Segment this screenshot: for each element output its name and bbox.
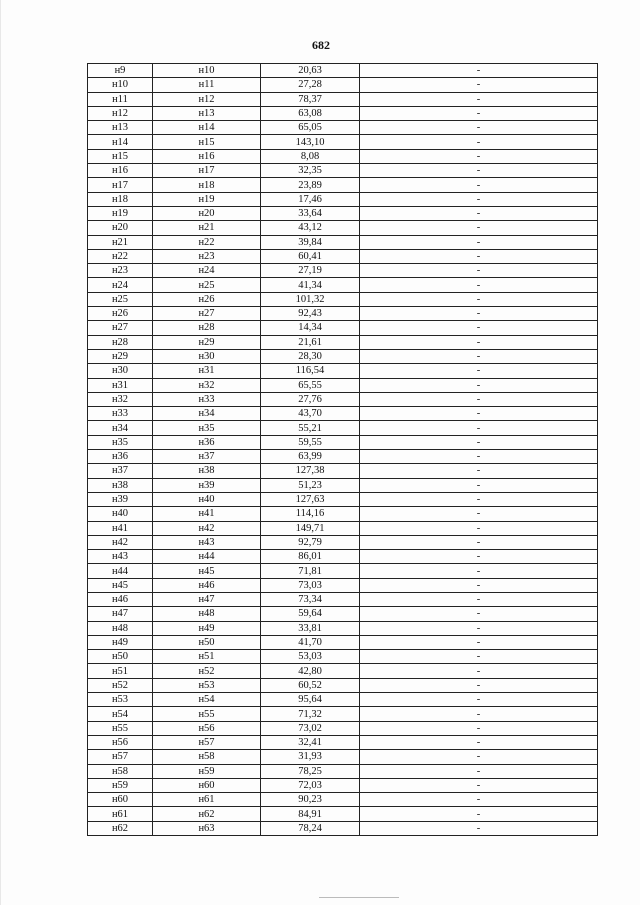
table-row	[88, 607, 598, 621]
from-point-cell: н57	[88, 750, 153, 764]
to-point-cell: н30	[153, 349, 261, 363]
note-cell: -	[360, 78, 598, 92]
note-cell: -	[360, 235, 598, 249]
table-row	[88, 735, 598, 749]
note-cell: -	[360, 492, 598, 506]
table-row	[88, 650, 598, 664]
from-point-cell: н17	[88, 178, 153, 192]
table-row	[88, 564, 598, 578]
to-point-cell: н19	[153, 192, 261, 206]
note-cell: -	[360, 164, 598, 178]
from-point-cell: н18	[88, 192, 153, 206]
from-point-cell: н30	[88, 364, 153, 378]
table-row	[88, 621, 598, 635]
from-point-cell: н41	[88, 521, 153, 535]
distance-cell: 101,32	[261, 292, 360, 306]
distance-cell: 27,28	[261, 78, 360, 92]
distance-cell: 60,52	[261, 678, 360, 692]
from-point-cell: н16	[88, 164, 153, 178]
coordinates-table	[87, 63, 598, 836]
table-row	[88, 635, 598, 649]
note-cell: -	[360, 450, 598, 464]
note-cell: -	[360, 135, 598, 149]
to-point-cell: н61	[153, 793, 261, 807]
to-point-cell: н47	[153, 592, 261, 606]
to-point-cell: н15	[153, 135, 261, 149]
distance-cell: 92,79	[261, 535, 360, 549]
table-row	[88, 578, 598, 592]
distance-cell: 31,93	[261, 750, 360, 764]
from-point-cell: н40	[88, 507, 153, 521]
distance-cell: 42,80	[261, 664, 360, 678]
note-cell: -	[360, 321, 598, 335]
to-point-cell: н35	[153, 421, 261, 435]
from-point-cell: н11	[88, 92, 153, 106]
table-row	[88, 407, 598, 421]
table-row	[88, 335, 598, 349]
from-point-cell: н13	[88, 121, 153, 135]
from-point-cell: н55	[88, 721, 153, 735]
from-point-cell: н20	[88, 221, 153, 235]
distance-cell: 32,41	[261, 735, 360, 749]
from-point-cell: н62	[88, 821, 153, 835]
note-cell: -	[360, 793, 598, 807]
from-point-cell: н27	[88, 321, 153, 335]
table-row	[88, 550, 598, 564]
distance-cell: 43,70	[261, 407, 360, 421]
note-cell: -	[360, 821, 598, 835]
to-point-cell: н53	[153, 678, 261, 692]
to-point-cell: н18	[153, 178, 261, 192]
note-cell: -	[360, 521, 598, 535]
to-point-cell: н58	[153, 750, 261, 764]
note-cell: -	[360, 578, 598, 592]
distance-cell: 127,38	[261, 464, 360, 478]
distance-cell: 71,81	[261, 564, 360, 578]
table-row	[88, 478, 598, 492]
distance-cell: 21,61	[261, 335, 360, 349]
note-cell: -	[360, 464, 598, 478]
from-point-cell: н60	[88, 793, 153, 807]
from-point-cell: н24	[88, 278, 153, 292]
distance-cell: 28,30	[261, 349, 360, 363]
to-point-cell: н46	[153, 578, 261, 592]
note-cell: -	[360, 764, 598, 778]
table-row	[88, 364, 598, 378]
note-cell: -	[360, 392, 598, 406]
distance-cell: 114,16	[261, 507, 360, 521]
table-row	[88, 292, 598, 306]
from-point-cell: н23	[88, 264, 153, 278]
to-point-cell: н40	[153, 492, 261, 506]
note-cell: -	[360, 92, 598, 106]
to-point-cell: н33	[153, 392, 261, 406]
distance-cell: 53,03	[261, 650, 360, 664]
distance-cell: 14,34	[261, 321, 360, 335]
note-cell: -	[360, 192, 598, 206]
table-row	[88, 664, 598, 678]
from-point-cell: н61	[88, 807, 153, 821]
note-cell: -	[360, 378, 598, 392]
from-point-cell: н28	[88, 335, 153, 349]
to-point-cell: н54	[153, 693, 261, 707]
to-point-cell: н42	[153, 521, 261, 535]
to-point-cell: н13	[153, 106, 261, 120]
to-point-cell: н49	[153, 621, 261, 635]
distance-cell: 55,21	[261, 421, 360, 435]
distance-cell: 33,81	[261, 621, 360, 635]
table-row	[88, 535, 598, 549]
distance-cell: 116,54	[261, 364, 360, 378]
to-point-cell: н32	[153, 378, 261, 392]
from-point-cell: н47	[88, 607, 153, 621]
to-point-cell: н23	[153, 249, 261, 263]
table-row	[88, 106, 598, 120]
from-point-cell: н49	[88, 635, 153, 649]
note-cell: -	[360, 707, 598, 721]
table-row	[88, 464, 598, 478]
from-point-cell: н38	[88, 478, 153, 492]
to-point-cell: н22	[153, 235, 261, 249]
distance-cell: 33,64	[261, 206, 360, 220]
to-point-cell: н43	[153, 535, 261, 549]
to-point-cell: н25	[153, 278, 261, 292]
note-cell: -	[360, 678, 598, 692]
table-row	[88, 807, 598, 821]
distance-cell: 60,41	[261, 249, 360, 263]
table-row	[88, 707, 598, 721]
note-cell: -	[360, 121, 598, 135]
from-point-cell: н35	[88, 435, 153, 449]
from-point-cell: н9	[88, 64, 153, 78]
table-row	[88, 764, 598, 778]
from-point-cell: н54	[88, 707, 153, 721]
from-point-cell: н52	[88, 678, 153, 692]
from-point-cell: н26	[88, 307, 153, 321]
table-row	[88, 92, 598, 106]
from-point-cell: н19	[88, 206, 153, 220]
table-row	[88, 421, 598, 435]
table-row	[88, 221, 598, 235]
note-cell: -	[360, 407, 598, 421]
from-point-cell: н51	[88, 664, 153, 678]
to-point-cell: н11	[153, 78, 261, 92]
note-cell: -	[360, 564, 598, 578]
note-cell: -	[360, 635, 598, 649]
to-point-cell: н31	[153, 364, 261, 378]
page-number: 682	[312, 38, 330, 52]
note-cell: -	[360, 693, 598, 707]
distance-cell: 143,10	[261, 135, 360, 149]
distance-cell: 63,99	[261, 450, 360, 464]
table-row	[88, 78, 598, 92]
from-point-cell: н50	[88, 650, 153, 664]
to-point-cell: н48	[153, 607, 261, 621]
table-row	[88, 750, 598, 764]
table-row	[88, 592, 598, 606]
table-row	[88, 307, 598, 321]
note-cell: -	[360, 278, 598, 292]
from-point-cell: н14	[88, 135, 153, 149]
table-row	[88, 693, 598, 707]
note-cell: -	[360, 64, 598, 78]
distance-cell: 92,43	[261, 307, 360, 321]
scan-edge-mark	[319, 897, 399, 898]
distance-cell: 78,25	[261, 764, 360, 778]
table-row	[88, 178, 598, 192]
note-cell: -	[360, 735, 598, 749]
table-row	[88, 135, 598, 149]
note-cell: -	[360, 421, 598, 435]
note-cell: -	[360, 349, 598, 363]
from-point-cell: н58	[88, 764, 153, 778]
from-point-cell: н42	[88, 535, 153, 549]
table-row	[88, 264, 598, 278]
from-point-cell: н56	[88, 735, 153, 749]
distance-cell: 59,55	[261, 435, 360, 449]
to-point-cell: н24	[153, 264, 261, 278]
note-cell: -	[360, 750, 598, 764]
distance-cell: 90,23	[261, 793, 360, 807]
table-row	[88, 321, 598, 335]
table-row	[88, 778, 598, 792]
to-point-cell: н14	[153, 121, 261, 135]
note-cell: -	[360, 478, 598, 492]
to-point-cell: н29	[153, 335, 261, 349]
table-row	[88, 821, 598, 835]
distance-cell: 86,01	[261, 550, 360, 564]
from-point-cell: н21	[88, 235, 153, 249]
note-cell: -	[360, 221, 598, 235]
to-point-cell: н34	[153, 407, 261, 421]
from-point-cell: н37	[88, 464, 153, 478]
to-point-cell: н16	[153, 149, 261, 163]
distance-cell: 73,02	[261, 721, 360, 735]
to-point-cell: н62	[153, 807, 261, 821]
note-cell: -	[360, 307, 598, 321]
table-row	[88, 721, 598, 735]
distance-cell: 65,05	[261, 121, 360, 135]
table-body	[88, 64, 598, 836]
distance-cell: 41,70	[261, 635, 360, 649]
to-point-cell: н26	[153, 292, 261, 306]
table-row	[88, 235, 598, 249]
note-cell: -	[360, 607, 598, 621]
note-cell: -	[360, 507, 598, 521]
to-point-cell: н41	[153, 507, 261, 521]
table-row	[88, 121, 598, 135]
distance-cell: 73,34	[261, 592, 360, 606]
distance-cell: 39,84	[261, 235, 360, 249]
to-point-cell: н59	[153, 764, 261, 778]
to-point-cell: н36	[153, 435, 261, 449]
distance-cell: 72,03	[261, 778, 360, 792]
from-point-cell: н31	[88, 378, 153, 392]
distance-cell: 71,32	[261, 707, 360, 721]
table-row	[88, 392, 598, 406]
distance-cell: 17,46	[261, 192, 360, 206]
table-row	[88, 64, 598, 78]
from-point-cell: н34	[88, 421, 153, 435]
to-point-cell: н60	[153, 778, 261, 792]
table-row	[88, 192, 598, 206]
table-row	[88, 521, 598, 535]
to-point-cell: н51	[153, 650, 261, 664]
to-point-cell: н52	[153, 664, 261, 678]
distance-cell: 27,19	[261, 264, 360, 278]
table-row	[88, 249, 598, 263]
to-point-cell: н55	[153, 707, 261, 721]
table-row	[88, 149, 598, 163]
note-cell: -	[360, 721, 598, 735]
table-row	[88, 492, 598, 506]
table-row	[88, 278, 598, 292]
from-point-cell: н43	[88, 550, 153, 564]
from-point-cell: н48	[88, 621, 153, 635]
from-point-cell: н45	[88, 578, 153, 592]
to-point-cell: н37	[153, 450, 261, 464]
note-cell: -	[360, 335, 598, 349]
table-row	[88, 450, 598, 464]
to-point-cell: н38	[153, 464, 261, 478]
distance-cell: 59,64	[261, 607, 360, 621]
to-point-cell: н57	[153, 735, 261, 749]
table-row	[88, 349, 598, 363]
distance-cell: 95,64	[261, 693, 360, 707]
distance-cell: 127,63	[261, 492, 360, 506]
distance-cell: 78,37	[261, 92, 360, 106]
distance-cell: 73,03	[261, 578, 360, 592]
distance-cell: 149,71	[261, 521, 360, 535]
note-cell: -	[360, 535, 598, 549]
note-cell: -	[360, 106, 598, 120]
to-point-cell: н17	[153, 164, 261, 178]
note-cell: -	[360, 778, 598, 792]
from-point-cell: н46	[88, 592, 153, 606]
note-cell: -	[360, 664, 598, 678]
note-cell: -	[360, 550, 598, 564]
note-cell: -	[360, 621, 598, 635]
from-point-cell: н39	[88, 492, 153, 506]
note-cell: -	[360, 650, 598, 664]
to-point-cell: н21	[153, 221, 261, 235]
from-point-cell: н25	[88, 292, 153, 306]
distance-cell: 51,23	[261, 478, 360, 492]
to-point-cell: н63	[153, 821, 261, 835]
note-cell: -	[360, 364, 598, 378]
to-point-cell: н45	[153, 564, 261, 578]
note-cell: -	[360, 292, 598, 306]
to-point-cell: н10	[153, 64, 261, 78]
to-point-cell: н44	[153, 550, 261, 564]
to-point-cell: н50	[153, 635, 261, 649]
note-cell: -	[360, 206, 598, 220]
distance-cell: 20,63	[261, 64, 360, 78]
table-row	[88, 435, 598, 449]
distance-cell: 41,34	[261, 278, 360, 292]
note-cell: -	[360, 178, 598, 192]
distance-cell: 43,12	[261, 221, 360, 235]
to-point-cell: н27	[153, 307, 261, 321]
table-row	[88, 793, 598, 807]
from-point-cell: н44	[88, 564, 153, 578]
from-point-cell: н12	[88, 106, 153, 120]
table-row	[88, 378, 598, 392]
distance-cell: 63,08	[261, 106, 360, 120]
distance-cell: 84,91	[261, 807, 360, 821]
to-point-cell: н56	[153, 721, 261, 735]
from-point-cell: н32	[88, 392, 153, 406]
distance-cell: 65,55	[261, 378, 360, 392]
to-point-cell: н12	[153, 92, 261, 106]
from-point-cell: н10	[88, 78, 153, 92]
note-cell: -	[360, 264, 598, 278]
from-point-cell: н22	[88, 249, 153, 263]
to-point-cell: н20	[153, 206, 261, 220]
to-point-cell: н28	[153, 321, 261, 335]
from-point-cell: н33	[88, 407, 153, 421]
table-row	[88, 206, 598, 220]
table-row	[88, 507, 598, 521]
to-point-cell: н39	[153, 478, 261, 492]
table-row	[88, 678, 598, 692]
note-cell: -	[360, 592, 598, 606]
distance-cell: 23,89	[261, 178, 360, 192]
distance-cell: 78,24	[261, 821, 360, 835]
from-point-cell: н15	[88, 149, 153, 163]
distance-cell: 27,76	[261, 392, 360, 406]
from-point-cell: н29	[88, 349, 153, 363]
from-point-cell: н36	[88, 450, 153, 464]
note-cell: -	[360, 149, 598, 163]
note-cell: -	[360, 807, 598, 821]
table-row	[88, 164, 598, 178]
note-cell: -	[360, 435, 598, 449]
distance-cell: 8,08	[261, 149, 360, 163]
note-cell: -	[360, 249, 598, 263]
from-point-cell: н53	[88, 693, 153, 707]
distance-cell: 32,35	[261, 164, 360, 178]
from-point-cell: н59	[88, 778, 153, 792]
